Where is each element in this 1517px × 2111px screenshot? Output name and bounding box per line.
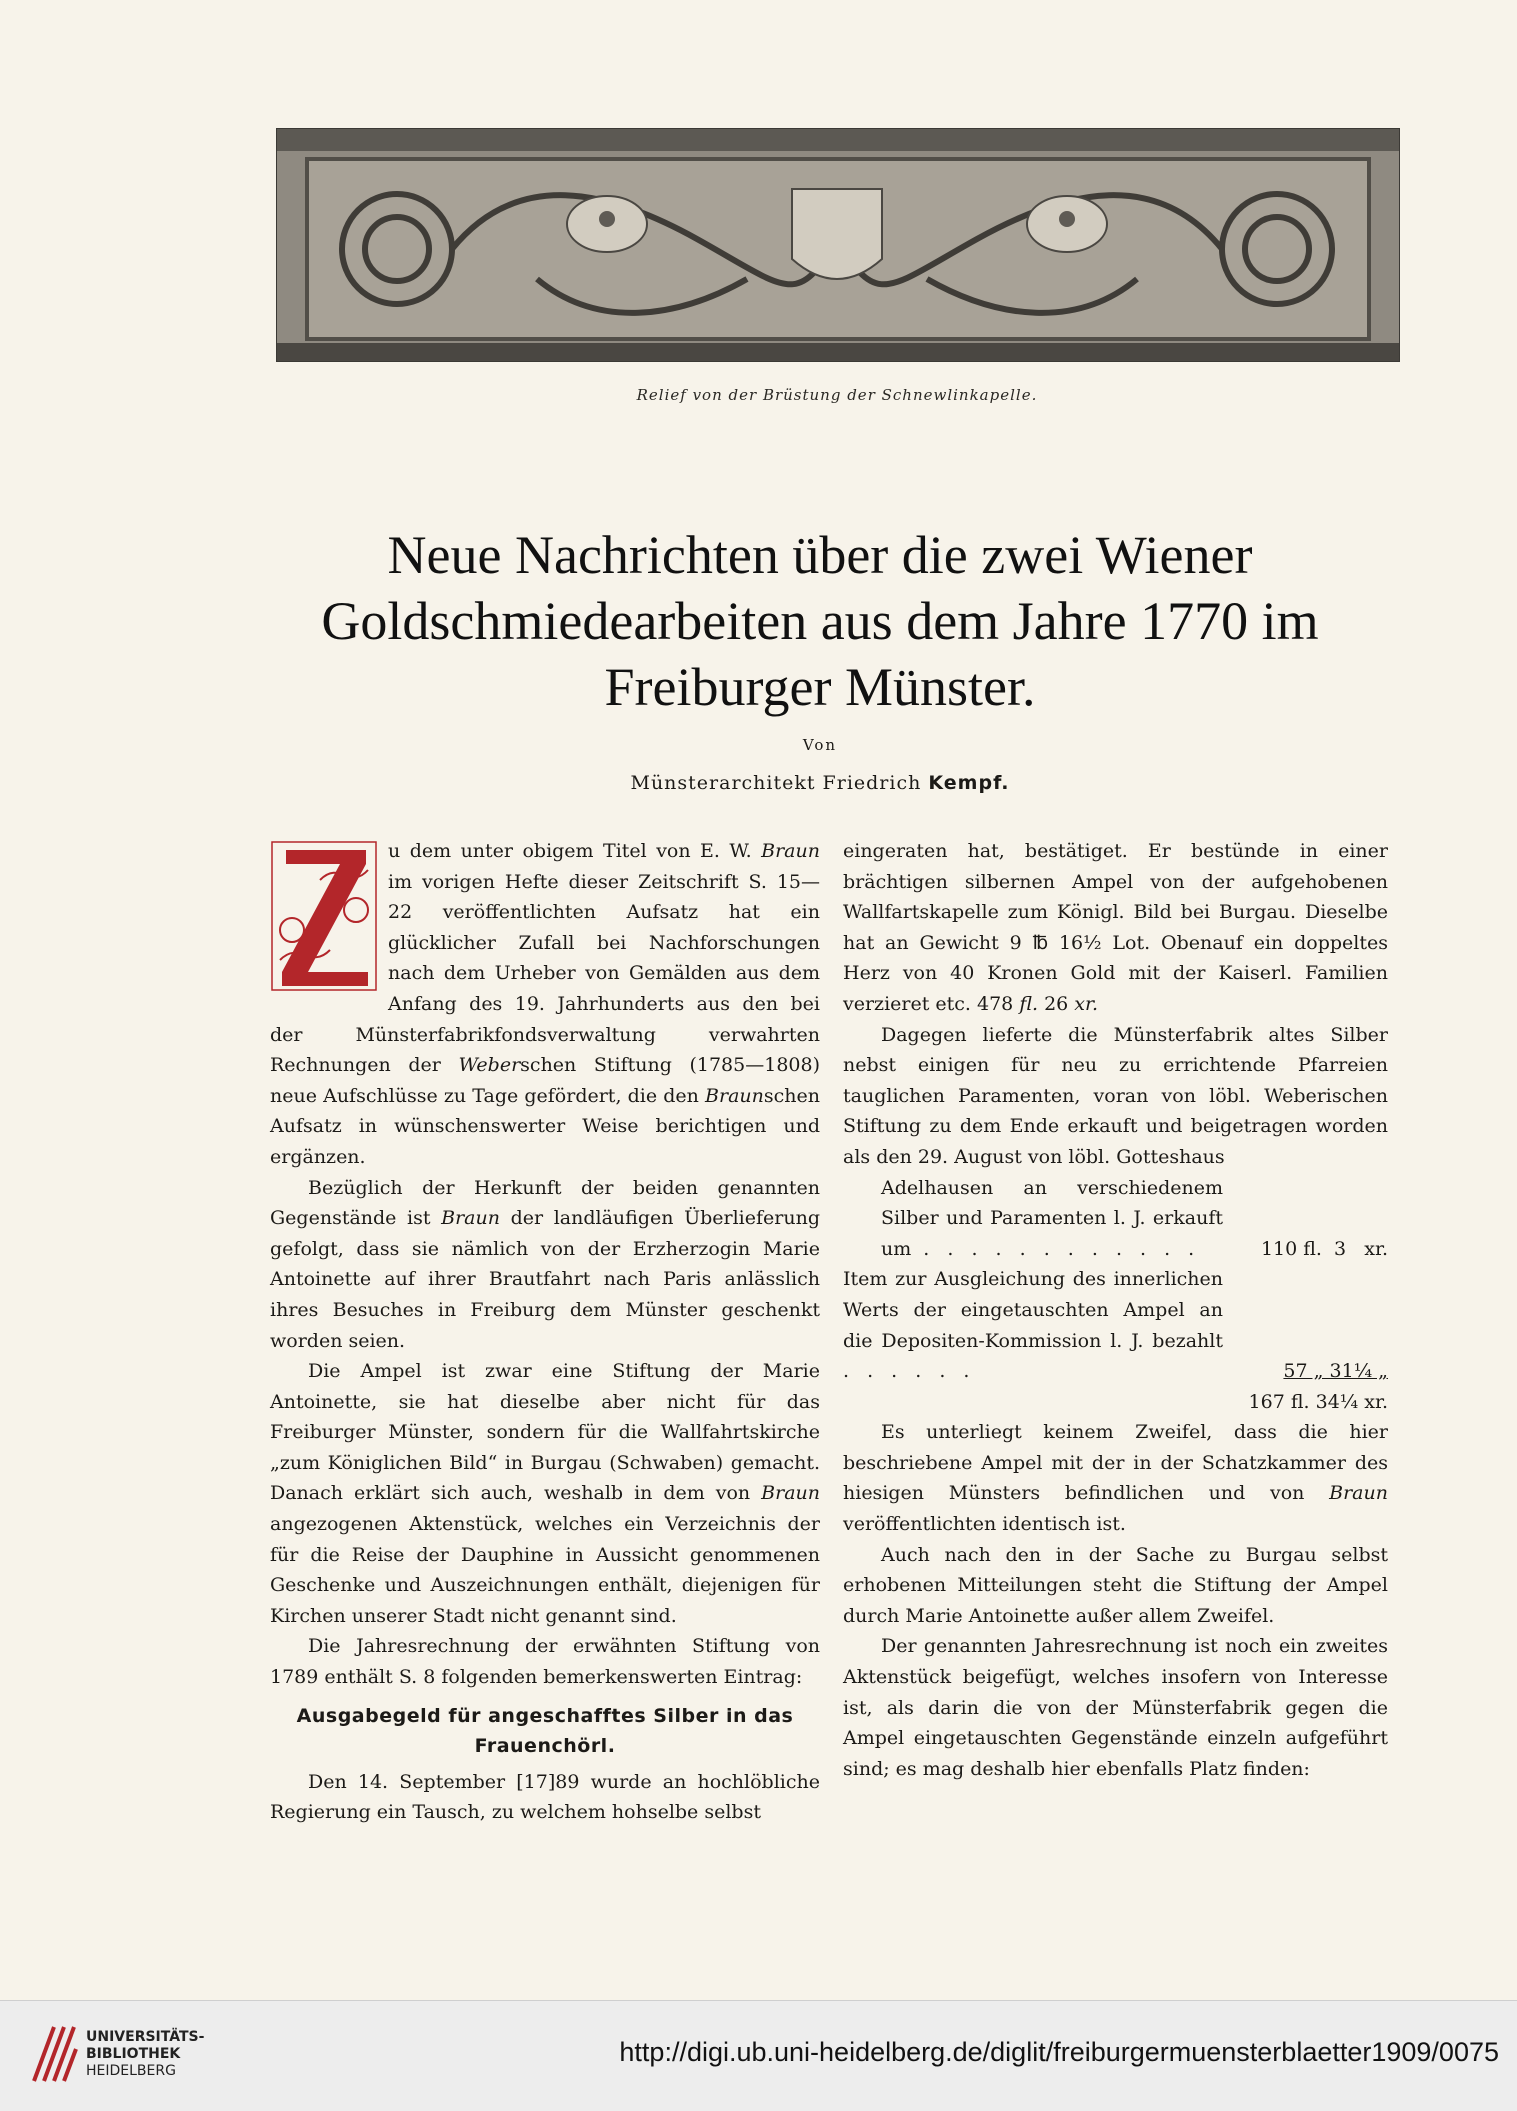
name-braun: Braun [705, 1084, 764, 1107]
text: Bezüglich der Herkunft der beiden genannten Gegenstände ist [270, 1176, 820, 1230]
article-title [230, 522, 1410, 720]
currency-fl: fl. [1019, 992, 1039, 1015]
document-url-link[interactable]: http://digi.ub.uni-heidelberg.de/diglit/freiburgermuensterblaetter1909/0075 [619, 2037, 1499, 2067]
figure-caption: Relief von der Brüstung der Schnewlinkapelle. [636, 386, 1038, 404]
author-role: Münsterarchitekt Friedrich [630, 772, 922, 794]
text: Die Ampel ist zwar eine Stiftung der Marie Antoinette, sie hat dieselbe aber nicht für das Freiburger Münster, sondern für die Wallfahrtskirche „zum Königlichen Bild“ in Burgau (Schwaben) gemacht. Danach erklärt sich auch, weshalb in dem von [270, 1360, 820, 1505]
name-braun: Braun [1329, 1482, 1388, 1505]
text: 26 [1038, 992, 1075, 1015]
leader-dots: . . . . . . [843, 1360, 976, 1383]
author-name: Kempf. [928, 772, 1010, 794]
text: schen Aufsatz in wünschenswerter Weise berichtigen und ergänzen. [270, 1084, 820, 1168]
left-column [270, 836, 820, 1828]
name-braun: Braun [761, 840, 820, 862]
text: Adelhausen an verschiedenem Silber und Paramenten l. J. erkauft um [881, 1176, 1223, 1260]
paragraph [843, 1417, 1388, 1539]
title-line: Freiburger Münster. [604, 657, 1036, 717]
text: eingeraten hat, bestätiget. Er bestünde in einer brächtigen silbernen Ampel von der aufgehobenen Wallfartskapelle zum Königl. Bild bei Burgau. Dieselbe hat an Gewicht 9 ℔ 16½ Lot. Obenauf ein doppeltes Herz von 40 Kronen Gold mit der Kaiserl. Familien verzieret etc. 478 [843, 840, 1388, 1015]
ledger-entry [843, 1264, 1388, 1386]
ledger-entry-amount: 57 „ 31¼ „ [1283, 1360, 1388, 1383]
ledger-total: 167 fl. 34¼ xr. [1248, 1390, 1388, 1413]
name-braun: Braun [761, 1482, 821, 1505]
byline-author [230, 772, 1410, 794]
paragraph: Der genannten Jahresrechnung ist noch ein zweites Aktenstück beigefügt, welches insofern von Interesse ist, als darin die von der Münsterfabrik gegen die Ampel eingetauschten Gegenstände einzeln aufgeführt sind; es mag deshalb hier ebenfalls Platz finden: [843, 1635, 1388, 1780]
name-braun: Braun [441, 1207, 500, 1230]
paragraph: Auch nach den in der Sache zu Burgau selbst erhobenen Mitteilungen steht die Stiftung der Ampel durch Marie Antoinette außer allem Zweifel. [843, 1543, 1388, 1627]
text: u dem unter obigem Titel von E. W. [388, 840, 752, 862]
section-subheading: Ausgabegeld für angeschafftes Silber in das Frauenchörl. [296, 1704, 794, 1757]
leader-dots: . . . . . . . . . . . . [911, 1237, 1201, 1260]
text: der landläufigen Überlieferung gefolgt, dass sie nämlich von der Erzherzogin Marie Antoinette auf ihrer Brautfahrt nach Paris anlässlich ihres Besuches in Freiburg dem Münster geschenkt worden seien. [270, 1207, 820, 1352]
text: im vorigen Hefte dieser Zeitschrift S. 15—22 veröffentlichten Aufsatz hat ein glücklicher Zufall bei Nachforschungen nach dem Urheber von Gemälden aus dem Anfang des 19. Jahrhunderts aus den bei der Münsterfabrikfondsverwaltung verwahrten Rechnungen der [270, 870, 820, 1077]
text: Item zur Ausgleichung des innerlichen Werts der eingetauschten Ampel an die Depositen-Kommission l. J. bezahlt [843, 1268, 1223, 1352]
paragraph: Dagegen lieferte die Münsterfabrik altes Silber nebst einigen für neu zu errichtende Pfarreien tauglichen Paramenten, voran von löbl. Weberischen Stiftung zu dem Ende erkauft und beigetragen worden als den 29. August von löbl. Gotteshaus [843, 1023, 1388, 1168]
library-name-line: HEIDELBERG [86, 2063, 176, 2079]
relief-photograph [276, 128, 1400, 362]
title-line: Goldschmiedearbeiten aus dem Jahre 1770 im [321, 591, 1319, 651]
text: Es unterliegt keinem Zweifel, dass die hier beschriebene Ampel mit der in der Schatzkammer des hiesigen Münsters befindlichen und von [843, 1421, 1388, 1505]
title-line: Neue Nachrichten über die zwei Wiener [387, 525, 1253, 585]
university-library-logo-icon [30, 2023, 78, 2085]
right-column [843, 836, 1388, 1784]
paragraph [270, 1356, 820, 1631]
byline-von: Von [802, 736, 838, 754]
viewer-footer-bar [0, 2000, 1517, 2111]
paragraph [270, 1173, 820, 1357]
relief-ornament-image [277, 129, 1399, 361]
library-name-line: UNIVERSITÄTS- [86, 2029, 205, 2045]
decorative-initial-z [270, 840, 378, 992]
library-name-line: BIBLIOTHEK [86, 2046, 181, 2062]
paragraph: Den 14. September [17]89 wurde an hochlöbliche Regierung ein Tausch, zu welchem hohselbe selbst [270, 1770, 820, 1824]
name-weber: Weber [458, 1054, 521, 1077]
ledger-entry-amount: 110 fl. 3 xr. [1260, 1237, 1388, 1260]
paragraph: Die Jahresrechnung der erwähnten Stiftung von 1789 enthält S. 8 folgenden bemerkenswerten Eintrag: [270, 1635, 820, 1689]
text: veröffentlichten identisch ist. [843, 1513, 1126, 1536]
paragraph [843, 836, 1388, 1020]
text: angezogenen Aktenstück, welches ein Verzeichnis der für die Reise der Dauphine in Aussicht genommenen Geschenke und Auszeichnungen enthält, diejenigen für Kirchen unserer Stadt nicht genannt sind. [270, 1513, 820, 1627]
text: schen Stiftung (1785—1808) neue Aufschlüsse zu Tage gefördert, die den [270, 1054, 821, 1107]
currency-xr: xr. [1074, 992, 1099, 1015]
library-name [86, 2029, 204, 2080]
ledger-entry [843, 1173, 1388, 1265]
ledger-entry-description [843, 1173, 1223, 1265]
ledger-entry-description [843, 1264, 1223, 1386]
